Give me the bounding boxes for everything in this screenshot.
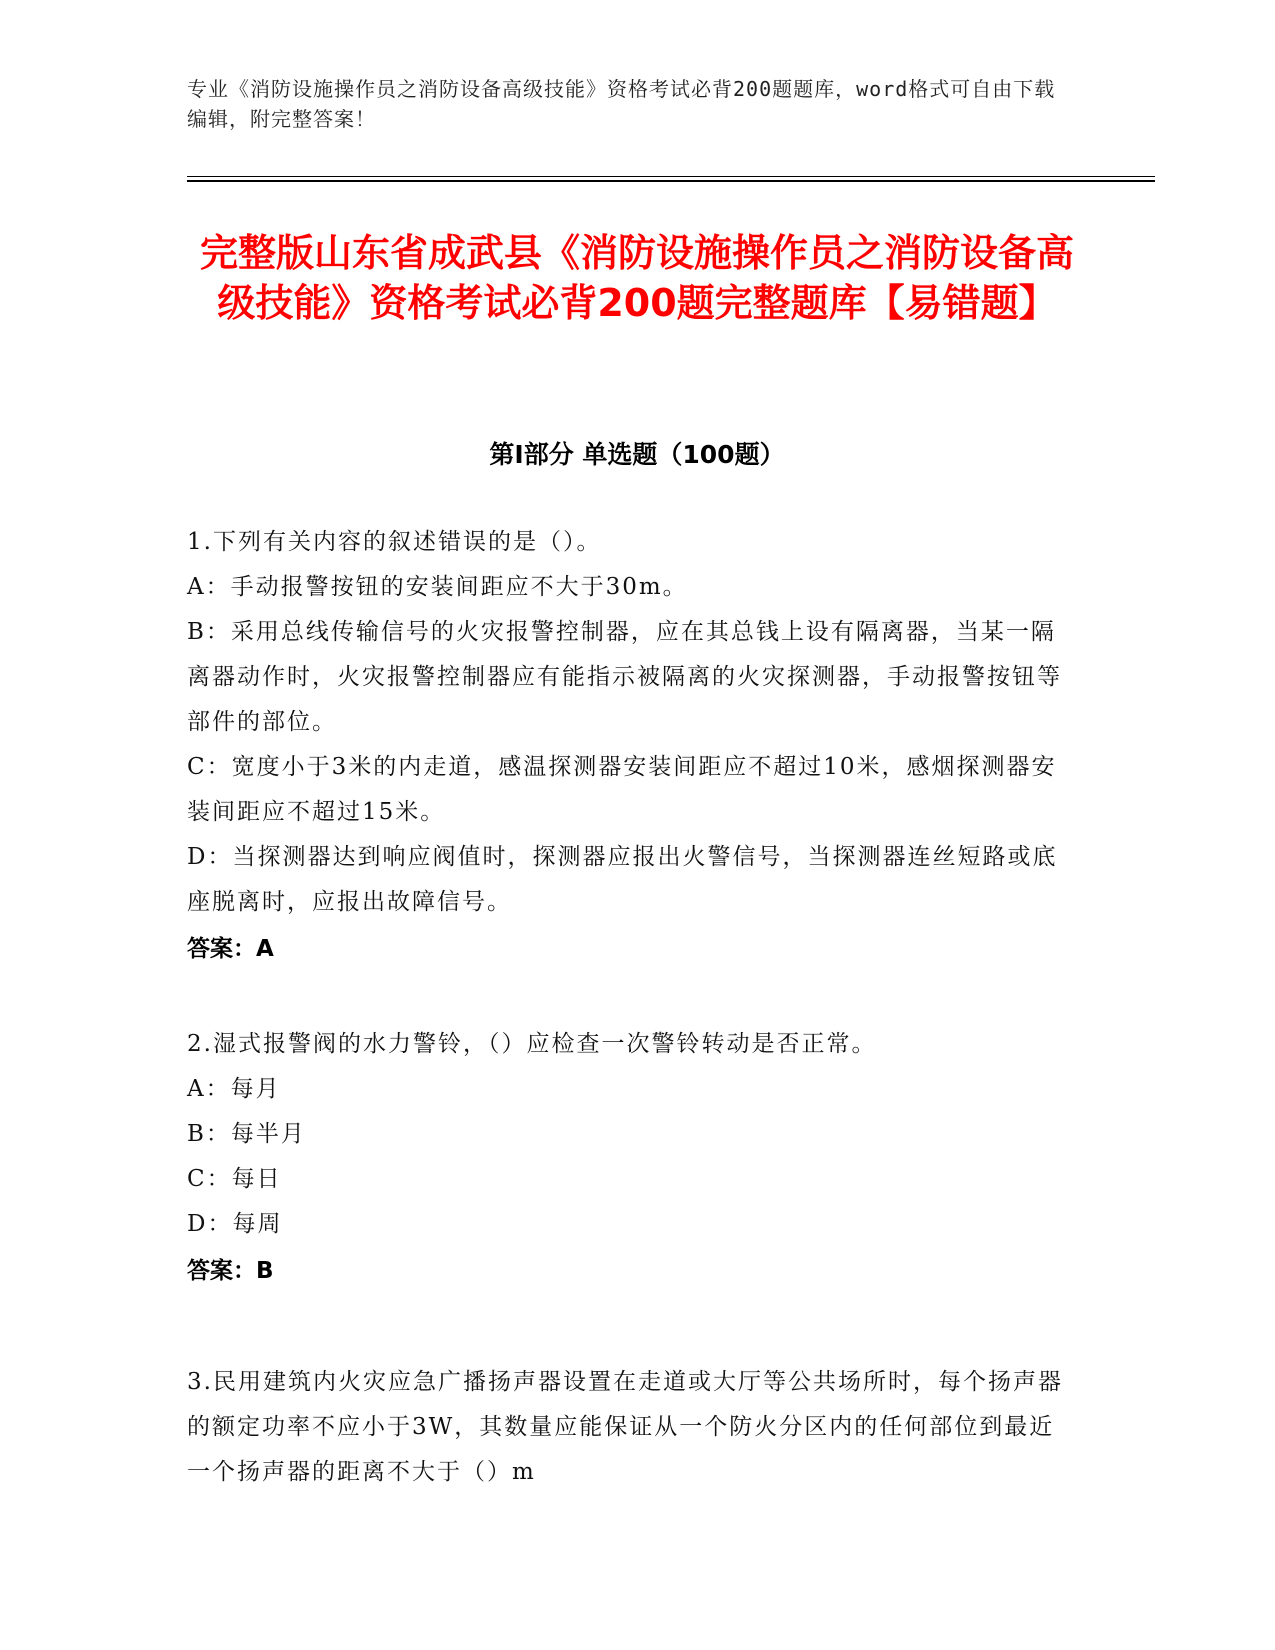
question-stem: 3.民用建筑内火灾应急广播扬声器设置在走道或大厅等公共场所时，每个扬声器的额定功率不应小于3W，其数量应能保证从一个防火分区内的任何部位到最近一个扬声器的距离不大于（）m — [187, 1369, 1063, 1485]
option-c: C：宽度小于3米的内走道，感温探测器安装间距应不超过10米，感烟探测器安装间距应不超过15米。 — [187, 754, 1057, 825]
answer: 答案：B — [187, 1258, 274, 1284]
question-3 — [187, 1360, 1067, 1495]
option-b: B：采用总线传输信号的火灾报警控制器，应在其总钱上设有隔离器，当某一隔离器动作时，火灾报警控制器应有能指示被隔离的火灾探测器，手动报警按钮等部件的部位。 — [187, 619, 1062, 735]
header-divider-thin — [187, 176, 1155, 177]
document-title: 完整版山东省成武县《消防设施操作员之消防设备高级技能》资格考试必背200题完整题库【易错题】 — [199, 231, 1074, 325]
option-d: D：当探测器达到响应阀值时，探测器应报出火警信号，当探测器连丝短路或底座脱离时，应报出故障信号。 — [187, 844, 1058, 915]
question-stem: 2.湿式报警阀的水力警铃，（）应检查一次警铃转动是否正常。 — [187, 1031, 877, 1057]
header-note: 专业《消防设施操作员之消防设备高级技能》资格考试必背200题题库，word格式可自由下载编辑，附完整答案！ — [187, 77, 1056, 131]
option-a: A：手动报警按钮的安装间距应不大于30m。 — [187, 574, 688, 600]
question-1 — [187, 520, 1067, 972]
question-stem: 1.下列有关内容的叙述错误的是（）。 — [187, 529, 602, 555]
option-c: C：每日 — [187, 1166, 282, 1192]
question-2 — [187, 1022, 1067, 1294]
answer: 答案：A — [187, 936, 274, 962]
option-b: B：每半月 — [187, 1121, 306, 1147]
section-heading: 第Ⅰ部分 单选题（100题） — [489, 440, 785, 469]
header-divider-thick — [187, 180, 1155, 182]
option-a: A：每月 — [187, 1076, 281, 1102]
option-d: D：每周 — [187, 1211, 283, 1237]
